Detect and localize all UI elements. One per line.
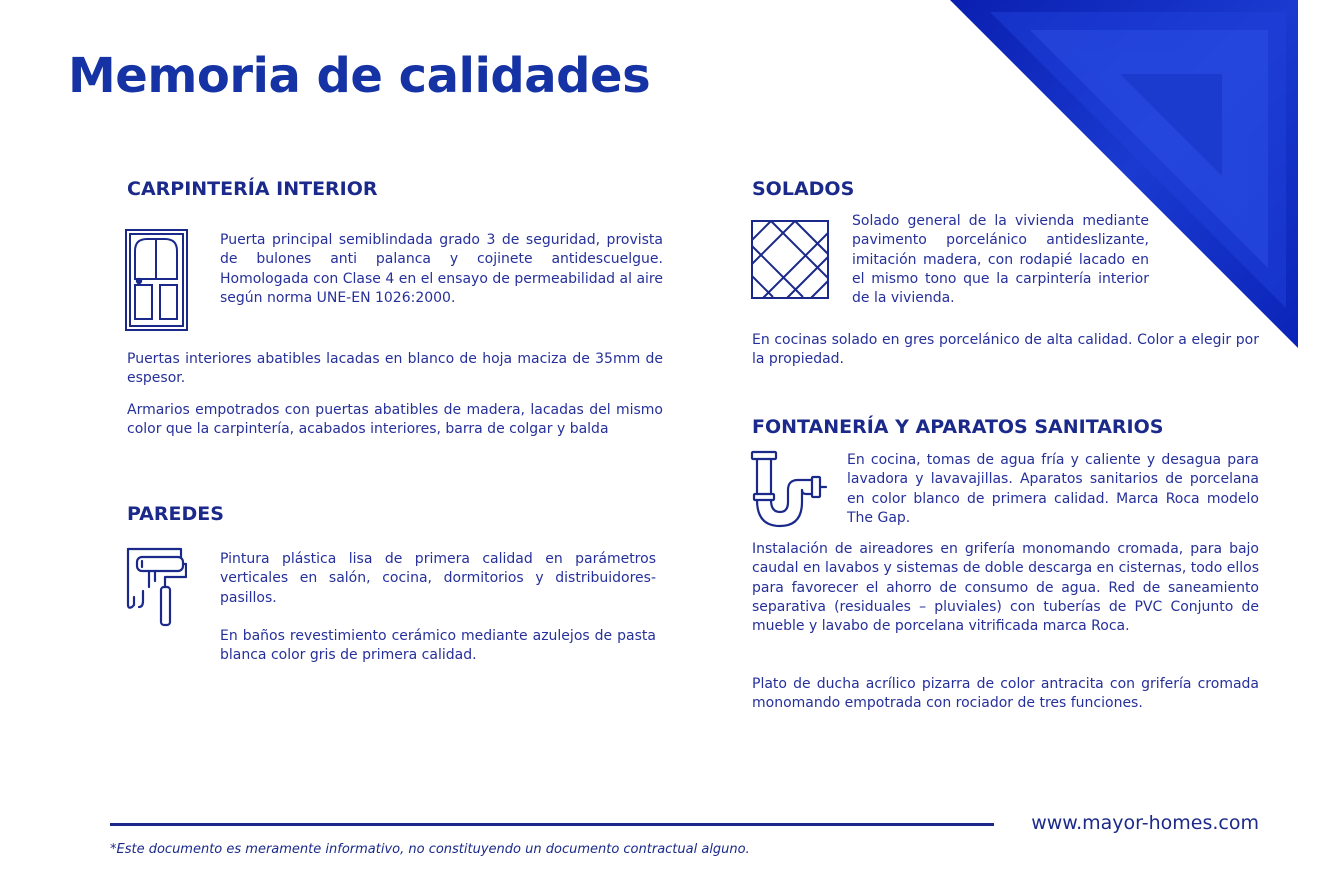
pipe-icon xyxy=(750,450,828,530)
door-icon xyxy=(125,229,188,331)
carpinteria-text-1: Puerta principal semiblindada grado 3 de seguridad, provista de bulones anti palanca y cojinete antidescuelgue. Homologada con Clase 4 en el ensayo de permeabilidad al aire según norma UNE-EN 1026:2000. xyxy=(220,232,663,306)
disclaimer-text: *Este documento es meramente informativo, no constituyendo un documento contractual alguno. xyxy=(110,842,750,857)
fontaneria-text-2: Instalación de aireadores en grifería monomando cromada, para bajo caudal en lavabos y sistemas de doble descarga en cisternas, todo ellos para favorecer el ahorro de consumo de agua. Red de saneamiento separativa (residuales – pluviales) con tuberías de PVC Conjunto de mueble y lavabo de porcelana vitrificada marca Roca. xyxy=(752,541,1259,635)
carpinteria-text-2: Puertas interiores abatibles lacadas en blanco de hoja maciza de 35mm de espesor. xyxy=(127,351,663,387)
fontaneria-text-3: Plato de ducha acrílico pizarra de color antracita con grifería cromada monomando empotrada con rociador de tres funciones. xyxy=(752,676,1259,712)
floor-tiles-icon xyxy=(751,220,829,299)
carpinteria-text-3: Armarios empotrados con puertas abatibles de madera, lacadas del mismo color que la carpintería, acabados interiores, barra de colgar y balda xyxy=(127,402,663,438)
website-link[interactable]: www.mayor-homes.com xyxy=(1031,812,1259,834)
solados-text-2: En cocinas solado en gres porcelánico de alta calidad. Color a elegir por la propiedad. xyxy=(752,332,1259,368)
section-heading-fontaneria: FONTANERÍA Y APARATOS SANITARIOS xyxy=(752,416,1164,438)
page-title: Memoria de calidades xyxy=(68,48,651,104)
paredes-text-2: En baños revestimiento cerámico mediante azulejos de pasta blanca color gris de primera calidad. xyxy=(220,628,656,664)
paint-roller-icon xyxy=(125,547,187,629)
paredes-text-1: Pintura plástica lisa de primera calidad en parámetros verticales en salón, cocina, dormitorios y distribuidores-pasillos. xyxy=(220,551,656,606)
solados-text-1: Solado general de la vivienda mediante pavimento porcelánico antideslizante, imitación madera, con rodapié lacado en el mismo tono que la carpintería interior de la vivienda. xyxy=(852,213,1149,307)
section-heading-solados: SOLADOS xyxy=(752,178,855,200)
fontaneria-text-1: En cocina, tomas de agua fría y caliente y desagua para lavadora y lavavajillas. Aparatos sanitarios de porcelana en color blanco de primera calidad. Marca Roca modelo The Gap. xyxy=(847,452,1259,526)
footer-divider xyxy=(110,823,994,826)
section-heading-paredes: PAREDES xyxy=(127,503,224,525)
section-heading-carpinteria: CARPINTERÍA INTERIOR xyxy=(127,178,378,200)
